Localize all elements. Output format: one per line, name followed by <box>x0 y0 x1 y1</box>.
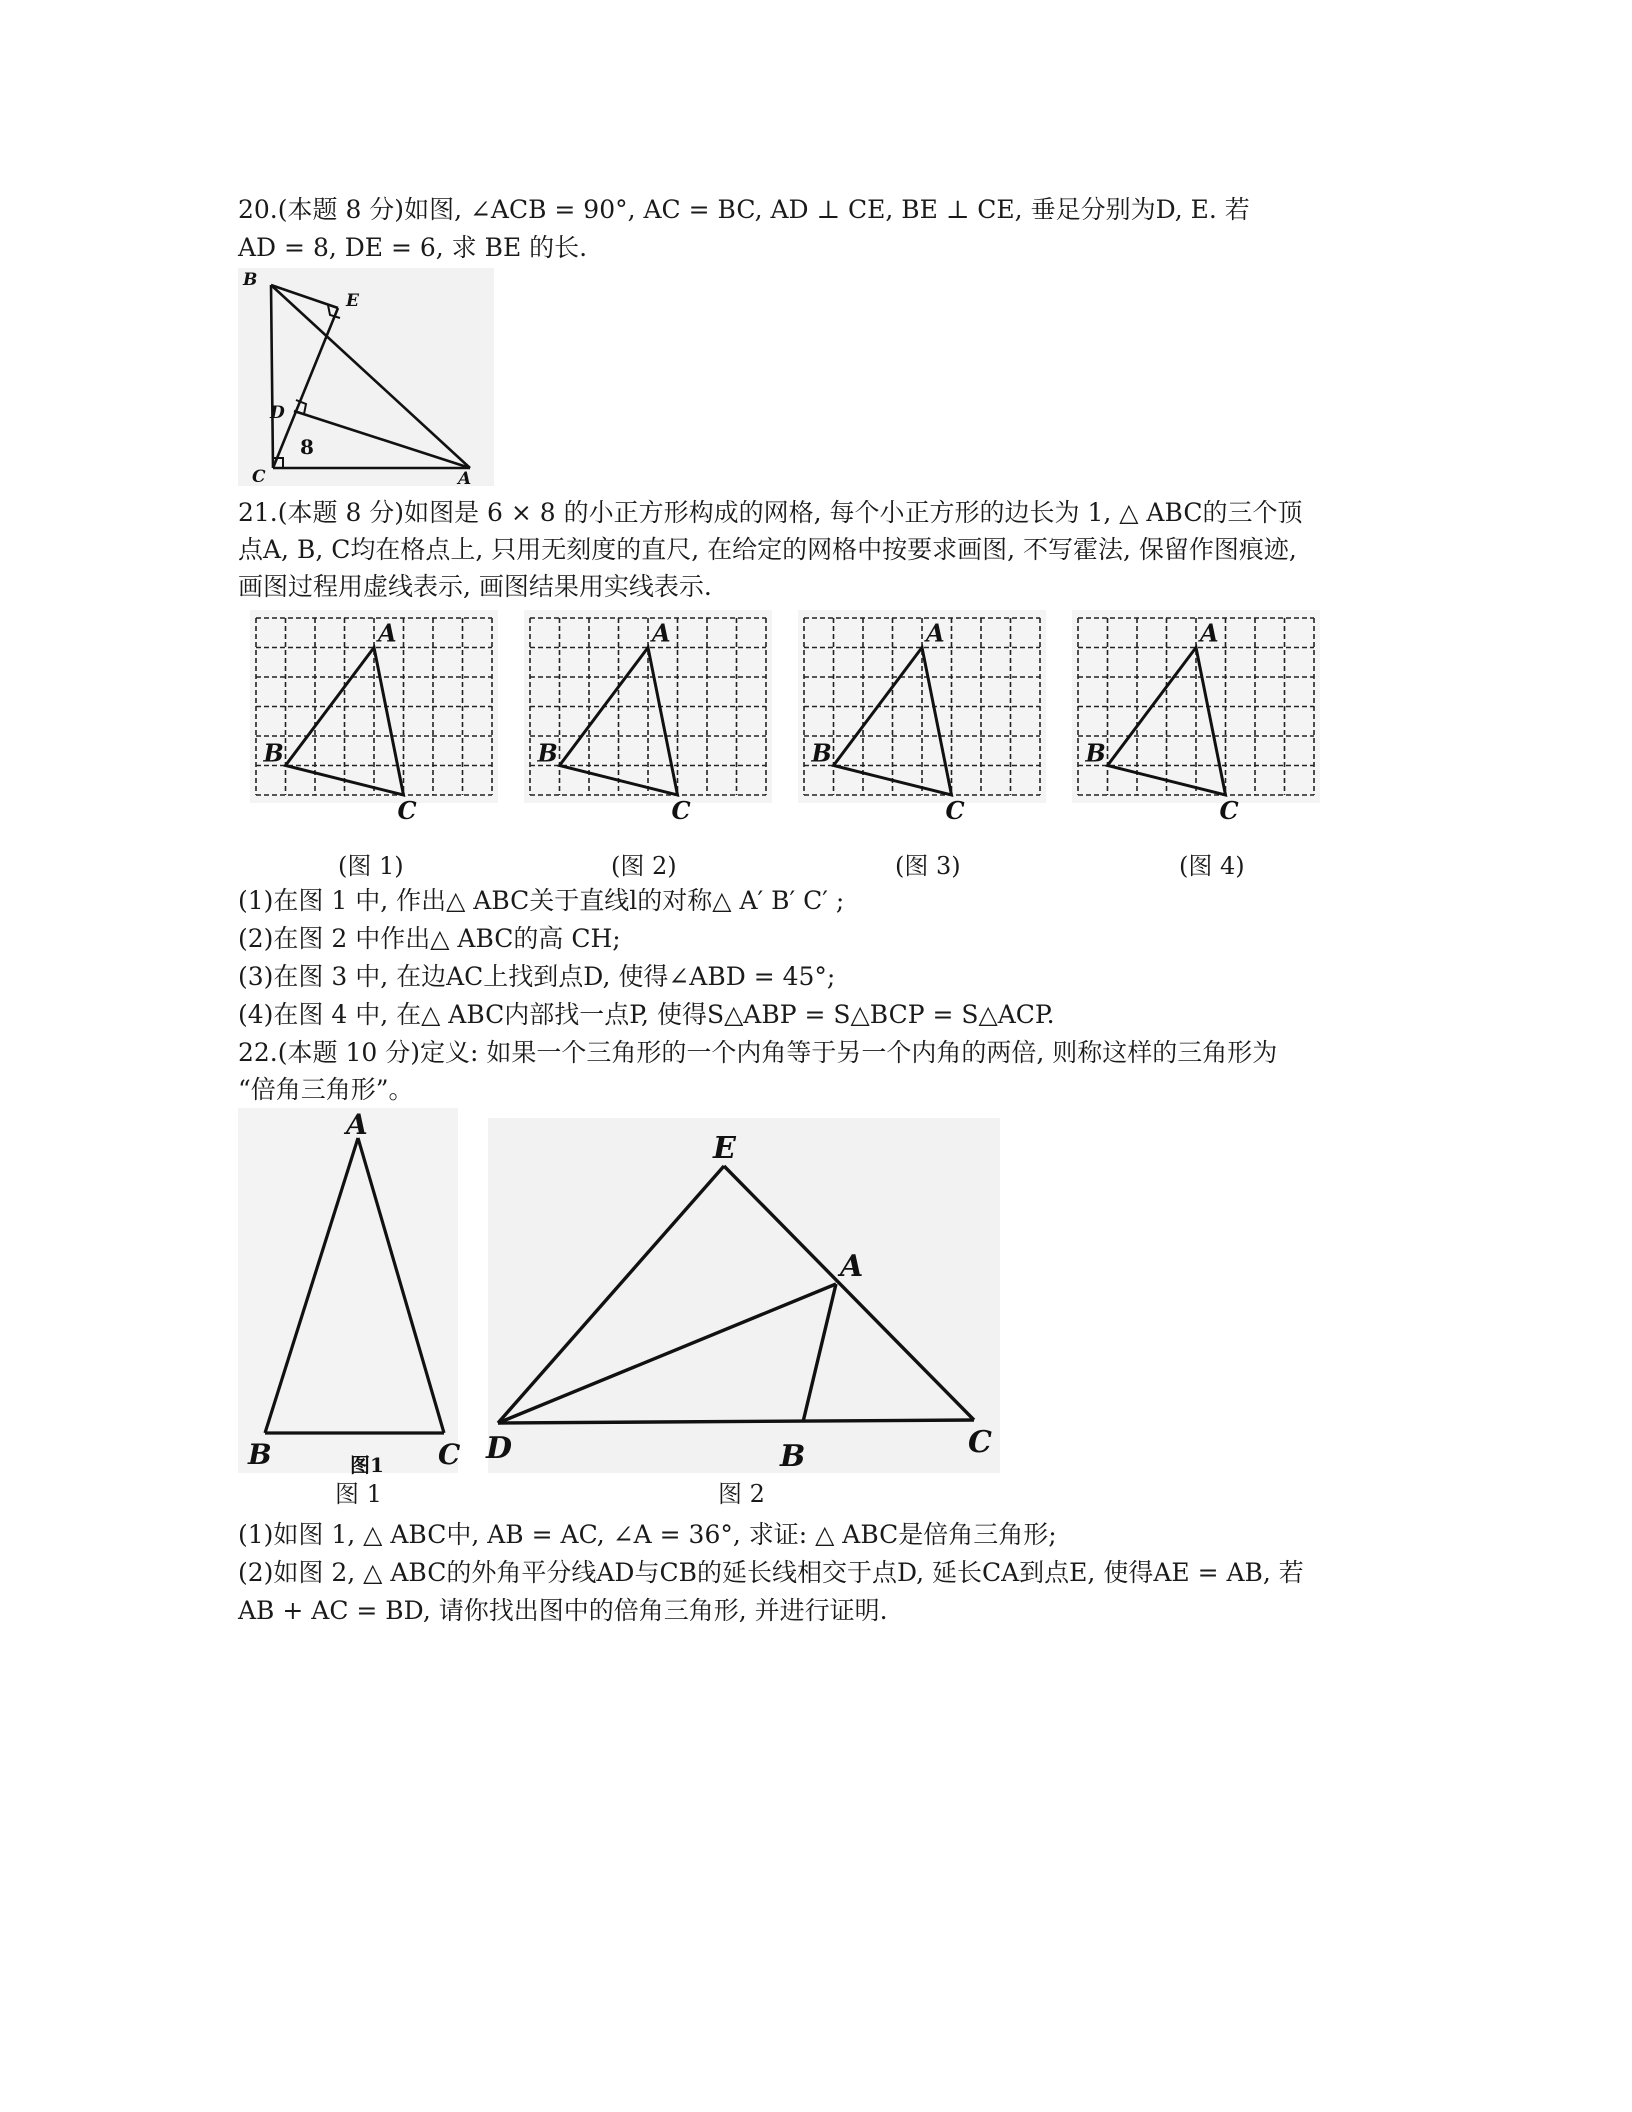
q22-figure-1 <box>238 1108 461 1477</box>
grid-2-caption: (图 2) <box>611 852 677 880</box>
q21-sub-3: (3)在图 3 中, 在边AC上找到点D, 使得∠ABD = 45°; <box>238 962 836 991</box>
q22-sub-2a: (2)如图 2, △ ABC的外角平分线AD与CB的延长线相交于点D, 延长CA到点E, 使得AE = AB, 若 <box>238 1558 1304 1587</box>
label-b: B <box>1085 738 1106 768</box>
label-a: A <box>926 618 945 648</box>
label-b: B <box>811 738 832 768</box>
label-a: A <box>652 618 671 648</box>
label-a: A <box>1200 618 1219 648</box>
grid-1 <box>250 610 498 825</box>
q20-line-1: 20.(本题 8 分)如图, ∠ACB = 90°, AC = BC, AD ⊥ CE, BE ⊥ CE, 垂足分别为D, E. 若 <box>238 195 1250 224</box>
q20-figure <box>238 268 494 489</box>
label-e: E <box>346 291 359 311</box>
grid-3-caption: (图 3) <box>895 852 961 880</box>
label-c: C <box>397 796 417 825</box>
label-b: B <box>248 1438 272 1471</box>
grid-1-caption: (图 1) <box>338 852 404 880</box>
label-length-8: 8 <box>300 435 314 459</box>
q22-sub-2b: AB + AC = BD, 请你找出图中的倍角三角形, 并进行证明. <box>238 1596 888 1625</box>
label-b: B <box>243 270 258 290</box>
label-a: A <box>458 469 472 489</box>
q21-line-3: 画图过程用虚线表示, 画图结果用实线表示. <box>238 572 712 601</box>
q22-figure-2 <box>488 1118 1000 1473</box>
q21-sub-1: (1)在图 1 中, 作出△ ABC关于直线l的对称△ A′ B′ C′ ; <box>238 886 845 915</box>
label-b: B <box>780 1439 806 1474</box>
label-c: C <box>945 796 965 825</box>
q22-line-1: 22.(本题 10 分)定义: 如果一个三角形的一个内角等于另一个内角的两倍, 则称这样的三角形为 <box>238 1038 1278 1067</box>
label-d: D <box>270 403 285 423</box>
fig1-caption: 图 1 <box>335 1480 382 1508</box>
label-e: E <box>713 1131 736 1166</box>
inner-caption: 图1 <box>350 1453 384 1477</box>
grid-svg <box>250 610 1330 825</box>
label-b: B <box>263 738 284 768</box>
q20-line-2: AD = 8, DE = 6, 求 BE 的长. <box>238 233 588 262</box>
label-b: B <box>537 738 558 768</box>
q22-sub-1: (1)如图 1, △ ABC中, AB = AC, ∠A = 36°, 求证: △ ABC是倍角三角形; <box>238 1520 1057 1549</box>
q21-sub-2: (2)在图 2 中作出△ ABC的高 CH; <box>238 924 621 953</box>
label-a: A <box>346 1108 368 1141</box>
grid-2 <box>524 610 772 825</box>
label-a: A <box>378 618 397 648</box>
label-c: C <box>438 1438 461 1471</box>
grid-4 <box>1072 610 1320 825</box>
q21-sub-4: (4)在图 4 中, 在△ ABC内部找一点P, 使得S△ABP = S△BCP = S△ACP. <box>238 1000 1055 1029</box>
q21-line-2: 点A, B, C均在格点上, 只用无刻度的直尺, 在给定的网格中按要求画图, 不写霍法, 保留作图痕迹, <box>238 535 1297 564</box>
q21-line-1: 21.(本题 8 分)如图是 6 × 8 的小正方形构成的网格, 每个小正方形的边长为 1, △ ABC的三个顶 <box>238 498 1303 527</box>
label-c: C <box>1219 796 1239 825</box>
grid-3 <box>798 610 1046 825</box>
label-a: A <box>840 1249 864 1284</box>
label-c: C <box>968 1425 992 1460</box>
q21-grid-row <box>250 610 1330 825</box>
label-c: C <box>252 467 266 487</box>
label-d: D <box>486 1431 513 1466</box>
grid-4-caption: (图 4) <box>1179 852 1245 880</box>
fig2-caption: 图 2 <box>718 1480 765 1508</box>
label-c: C <box>671 796 691 825</box>
q22-line-2: “倍角三角形”。 <box>238 1075 414 1104</box>
